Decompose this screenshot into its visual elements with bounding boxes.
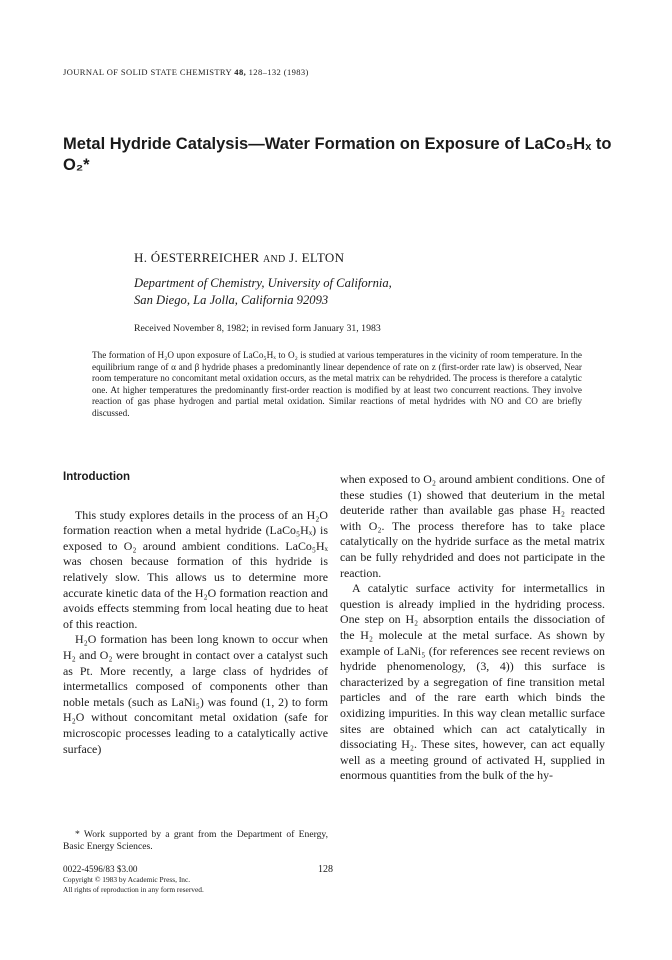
copyright-block — [63, 865, 204, 894]
section-heading-introduction: Introduction — [63, 471, 131, 483]
abstract: The formation of H₂O upon exposure of LaCo₅Hₓ to O₂ is studied at various temperatures in the vicinity of room temperature. In the equilibrium range of α and β hydride phases a predominantly linear dependence of rate on z (first-order rate law) is observed, Near room temperature no concomitant metal oxidation occurs, as the metal matrix can be rehydrided. The process is therefore a catalytic one. At higher temperatures the predominantly first-order reaction is modified by at least two concurrent reactions. They involve reaction of gas phase hydrogen and partial metal oxidation. Similar reactions of metal hydrides with NO and CO are briefly discussed. — [92, 350, 582, 418]
copyright-line-2: All rights of reproduction in any form reserved. — [63, 884, 204, 894]
affiliation — [134, 275, 392, 309]
issn-price: 0022-4596/83 $3.00 — [63, 864, 138, 874]
left-paragraph-2: H₂O formation has been long known to occur when H₂ and O₂ were brought in contact over a catalyst such as Pt. More recently, a large class of hydrides of intermetallics composed of components other than noble metals (such as LaNi₅) was found (1, 2) to form H₂O without concomitant metal oxidation (safe for microscopic processes leading to a catalytically active surface) — [63, 632, 328, 756]
footnote — [63, 829, 328, 853]
right-paragraph-2: A catalytic surface activity for intermetallics in question is already implied in the hydriding process. One step on H₂ absorption entails the dissociation of the H₂ molecule at the metal surface. As shown by example of LaNi₅ (for references see recent reviews on hydride phenomenology, (3, 4)) this surface is characterized by a segregation of fine transition metal particles and of the rare earth which binds the oxidizing impurities. In this way clean metallic surface sites are obtained which can act catalytically in dissociating H₂. These sites, however, can act equally well as a meeting ground of activated H, supplied in enormous quantities from the bulk of the hy- — [340, 581, 605, 783]
left-column — [63, 470, 328, 757]
copyright-line-1: Copyright © 1983 by Academic Press, Inc. — [63, 875, 191, 885]
received-dates: Received November 8, 1982; in revised form January 31, 1983 — [134, 323, 381, 334]
journal-volume: 48, — [234, 67, 247, 77]
author-first: H. ÓESTERREICHER — [134, 250, 260, 265]
paper-title: Metal Hydride Catalysis—Water Formation on Exposure of LaCo₅Hₓ to O₂* — [63, 135, 612, 174]
footnote-text: * Work supported by a grant from the Department of Energy, Basic Energy Sciences. — [63, 829, 328, 852]
journal-header — [63, 67, 309, 77]
right-column — [340, 472, 605, 784]
left-paragraph-1: This study explores details in the process of an H₂O formation reaction when a metal hydride (LaCo₅Hₓ) is exposed to O₂ around ambient conditions. LaCo₅Hₓ was chosen because formation of this hydride is relatively slow. This allows us to determine more accurate kinetic data of the H₂O formation reaction and avoids effects stemming from local heating due to heat of this reaction. — [63, 507, 328, 631]
page-number: 128 — [318, 864, 333, 875]
journal-pages-year: 128–132 (1983) — [248, 67, 309, 77]
author-conjunction: AND — [262, 254, 286, 265]
affiliation-line-1: Department of Chemistry, University of California, — [134, 276, 392, 290]
journal-name: JOURNAL OF SOLID STATE CHEMISTRY — [63, 67, 232, 77]
author-second: J. ELTON — [289, 250, 345, 265]
authors — [134, 250, 344, 266]
right-paragraph-1: when exposed to O₂ around ambient conditions. One of these studies (1) showed that deuterium in the metal deuteride rather than available gas phase H₂ reacted with O₂. The process therefore has to take place catalytically on the hydride surface as the metal matrix can be fully rehydrided and does not participate in the reaction. — [340, 472, 605, 580]
affiliation-line-2: San Diego, La Jolla, California 92093 — [134, 293, 329, 307]
